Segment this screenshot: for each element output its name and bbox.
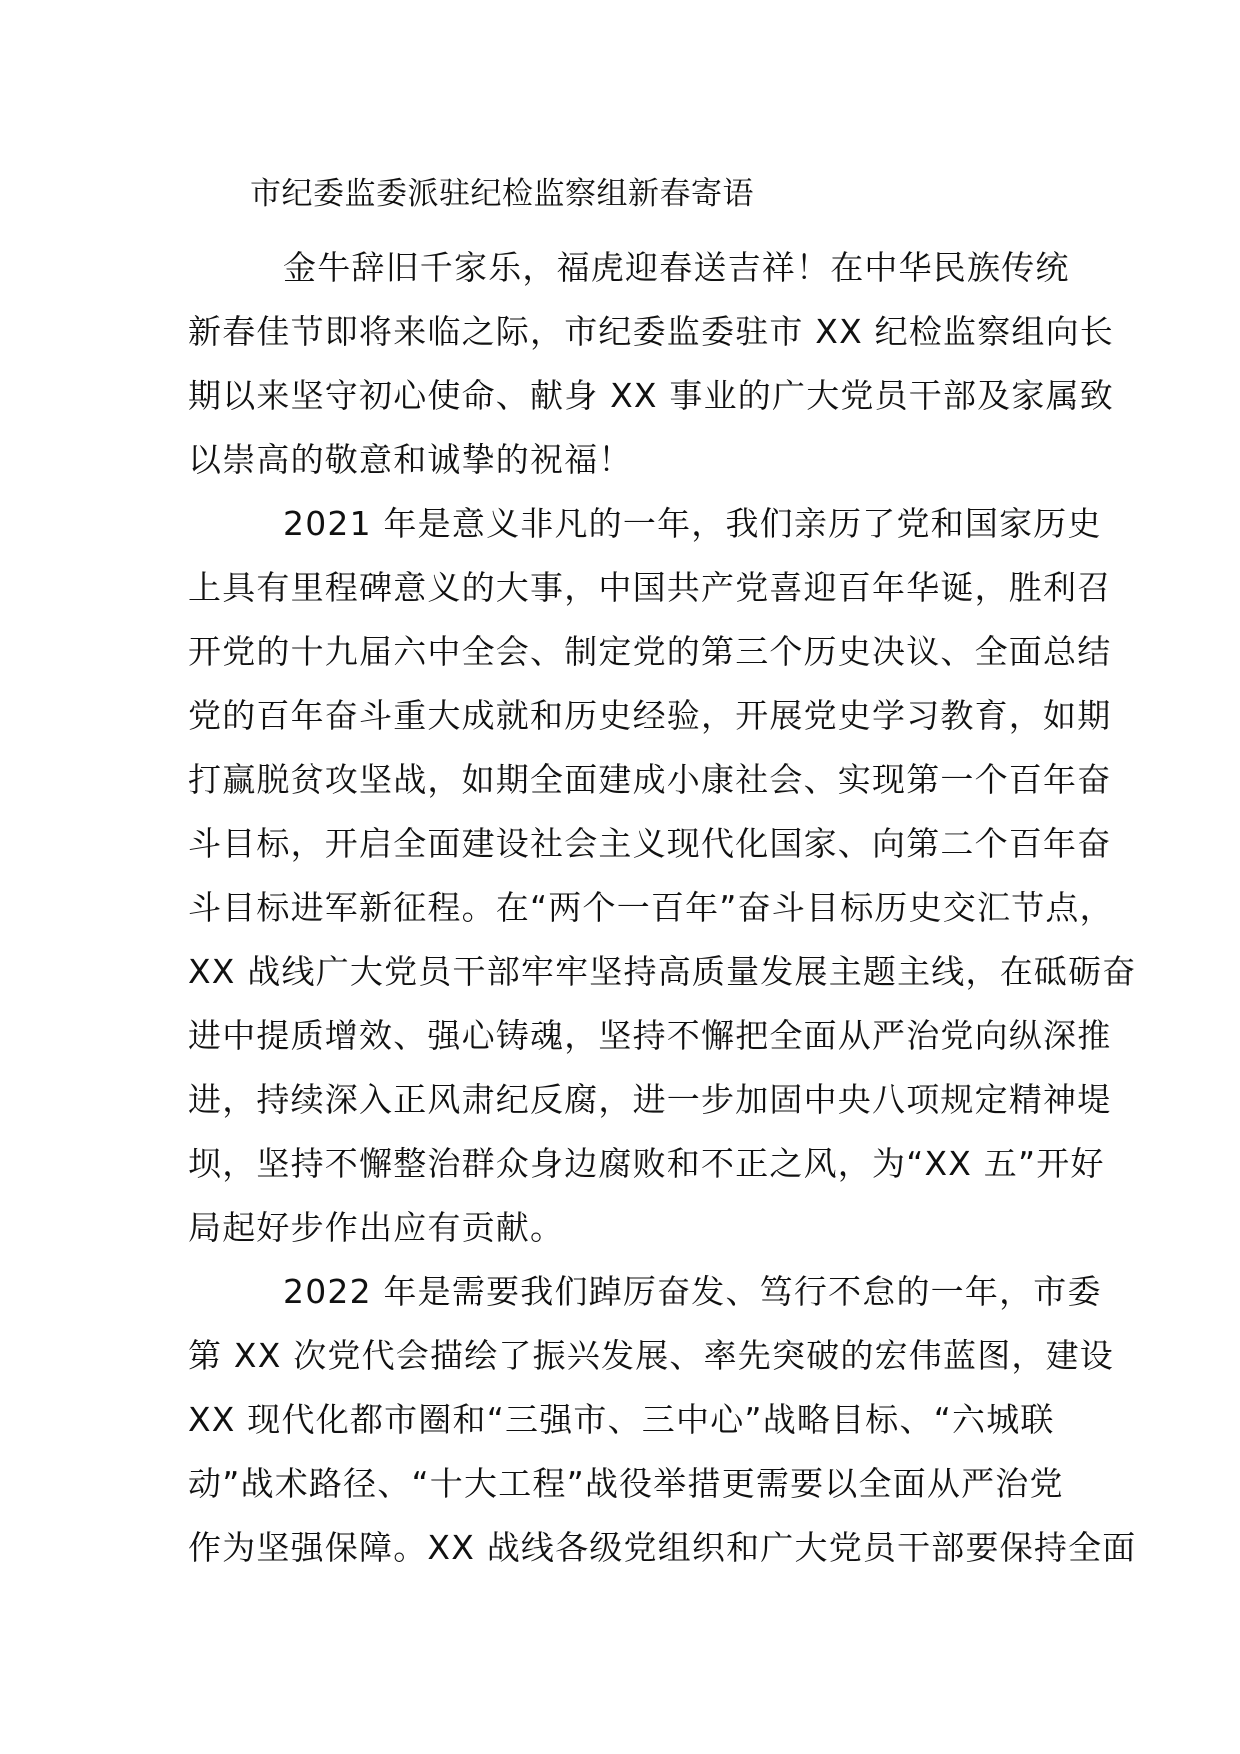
paragraph-1-line-3: 期以来坚守初心使命、献身 XX 事业的广大党员干部及家属致 <box>188 376 1114 415</box>
paragraph-3-line-1: 2022 年是需要我们踔厉奋发、笃行不怠的一年，市委 <box>283 1272 1102 1311</box>
paragraph-2-line-10: 进，持续深入正风肃纪反腐，进一步加固中央八项规定精神堤 <box>188 1080 1112 1119</box>
paragraph-2-line-1: 2021 年是意义非凡的一年，我们亲历了党和国家历史 <box>283 504 1102 543</box>
document-body <box>188 236 1137 1580</box>
paragraph-3-line-2: 第 XX 次党代会描绘了振兴发展、率先突破的宏伟蓝图，建设 <box>188 1336 1114 1375</box>
paragraph-2-line-9: 进中提质增效、强心铸魂，坚持不懈把全面从严治党向纵深推 <box>188 1016 1112 1055</box>
paragraph-3-line-3: XX 现代化都市圈和“三强市、三中心”战略目标、“六城联 <box>188 1400 1055 1439</box>
paragraph-3-line-5: 作为坚强保障。XX 战线各级党组织和广大党员干部要保持全面 <box>188 1528 1137 1567</box>
paragraph-2-line-12: 局起好步作出应有贡献。 <box>188 1208 565 1247</box>
paragraph-3-line-4: 动”战术路径、“十大工程”战役举措更需要以全面从严治党 <box>188 1464 1064 1503</box>
paragraph-2-line-7: 斗目标进军新征程。在“两个一百年”奋斗目标历史交汇节点， <box>188 888 1114 927</box>
paragraph-1-line-2: 新春佳节即将来临之际，市纪委监委驻市 XX 纪检监察组向长 <box>188 312 1114 351</box>
paragraph-1-line-1: 金牛辞旧千家乐，福虎迎春送吉祥！在中华民族传统 <box>283 248 1070 287</box>
paragraph-2-line-3: 开党的十九届六中全会、制定党的第三个历史决议、全面总结 <box>188 632 1112 671</box>
paragraph-2-line-5: 打赢脱贫攻坚战，如期全面建成小康社会、实现第一个百年奋 <box>188 760 1112 799</box>
paragraph-2-line-11: 坝，坚持不懈整治群众身边腐败和不正之风，为“XX 五”开好 <box>188 1144 1105 1183</box>
paragraph-2-line-6: 斗目标，开启全面建设社会主义现代化国家、向第二个百年奋 <box>188 824 1112 863</box>
paragraph-2-line-4: 党的百年奋斗重大成就和历史经验，开展党史学习教育，如期 <box>188 696 1112 735</box>
paragraph-2-line-2: 上具有里程碑意义的大事，中国共产党喜迎百年华诞，胜利召 <box>188 568 1112 607</box>
paragraph-2-line-8: XX 战线广大党员干部牢牢坚持高质量发展主题主线，在砥砺奋 <box>188 952 1137 991</box>
paragraph-1-line-4: 以崇高的敬意和诚挚的祝福！ <box>188 440 633 479</box>
document-title: 市纪委监委派驻纪检监察组新春寄语 <box>250 176 754 212</box>
